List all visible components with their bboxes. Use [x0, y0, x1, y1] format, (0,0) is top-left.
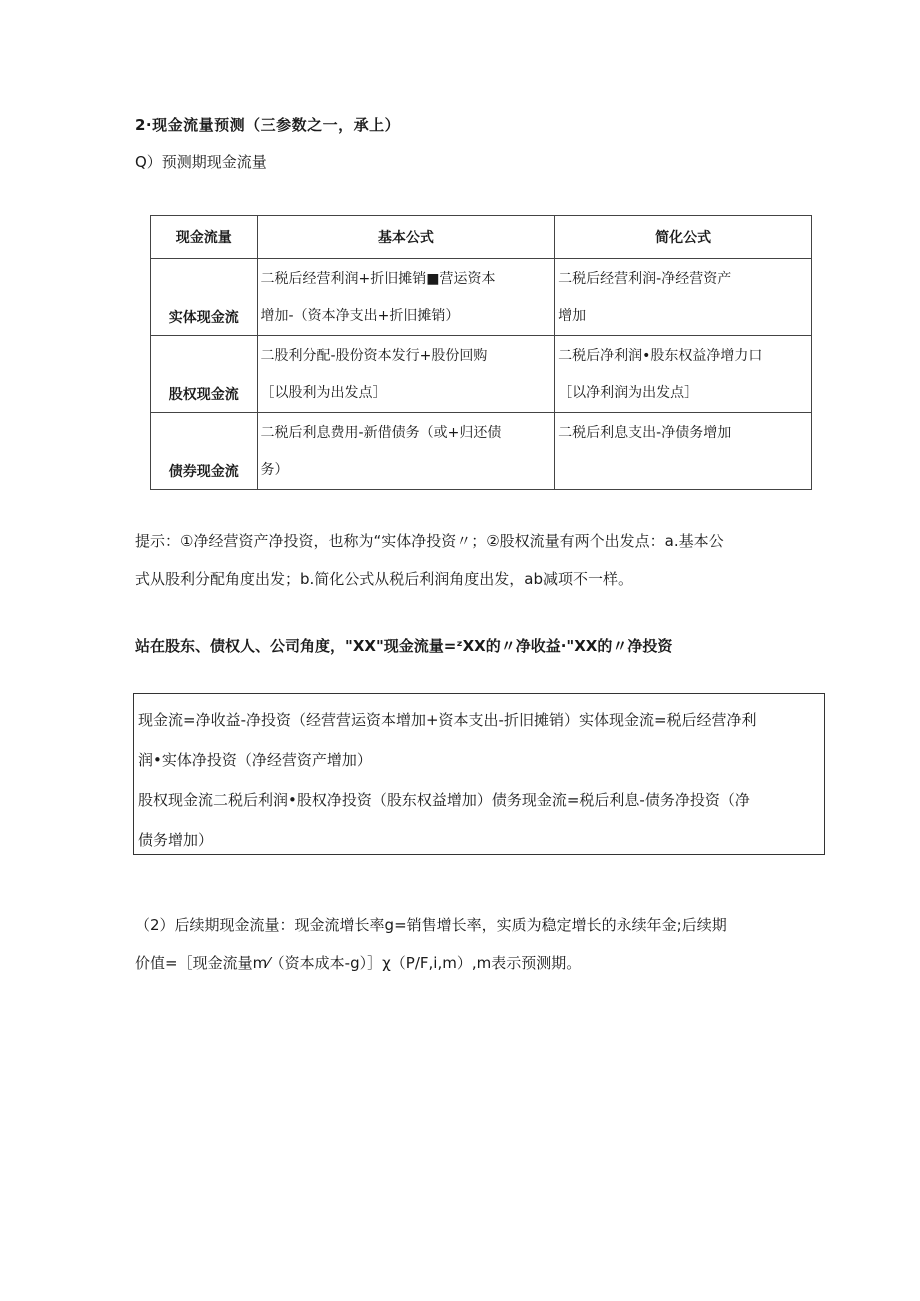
terminal-line: （2）后续期现金流量：现金流增长率g=销售增长率，实质为稳定增长的永续年金;后续期 — [135, 916, 727, 934]
table-row — [151, 259, 812, 336]
terminal-value-paragraph — [135, 906, 825, 982]
cash-flow-table — [150, 215, 812, 490]
row-label: 债券现金流 — [151, 413, 258, 490]
table-header-row — [151, 216, 812, 259]
row-label: 实体现金流 — [151, 259, 258, 336]
simple-formula-cell — [555, 259, 812, 336]
section-heading: 2·现金流量预测（三参数之一，承上） — [135, 116, 401, 134]
cell-text: 二税后净利润•股东权益净增力口 — [558, 348, 763, 364]
column-header: 基本公式 — [257, 216, 555, 259]
table-row — [151, 336, 812, 413]
basic-formula-cell — [257, 336, 555, 413]
box-line: 债务增加） — [138, 831, 214, 849]
tip-line: 式从股利分配角度出发；b.简化公式从税后利润角度出发，ab减项不一样。 — [135, 570, 634, 588]
cell-text: 二税后经营利润+折旧摊销■营运资本 — [260, 271, 496, 287]
cell-text: 二税后利息费用-新借债务（或+归还债 — [260, 425, 502, 441]
cell-text: 二股利分配-股份资本发行+股份回购 — [260, 348, 488, 364]
simple-formula-cell — [555, 413, 812, 490]
formula-box — [133, 693, 825, 855]
tip-paragraph — [135, 522, 825, 598]
box-line: 润•实体净投资（净经营资产增加） — [138, 751, 372, 769]
tip-line: 提示：①净经营资产净投资，也称为“实体净投资〃；②股权流量有两个出发点：a.基本公 — [135, 532, 724, 550]
table-row — [151, 413, 812, 490]
terminal-line: 价值=［现金流量m⁄（资本成本-g）］χ（P/F,i,m）,m表示预测期。 — [135, 954, 582, 972]
cell-text: 务） — [260, 462, 289, 478]
row-label: 股权现金流 — [151, 336, 258, 413]
cell-text: ［以净利润为出发点］ — [558, 385, 699, 401]
box-line: 现金流=净收益-净投资（经营营运资本增加+资本支出-折旧摊销）实体现金流=税后经营净利 — [138, 711, 757, 729]
subsection-heading: Q）预测期现金流量 — [135, 153, 267, 171]
cell-text: 二税后利息支出-净债务增加 — [558, 425, 732, 441]
box-line: 股权现金流二税后利润•股权净投资（股东权益增加）债务现金流=税后利息-债务净投资（净 — [138, 791, 750, 809]
cell-text: ［以股利为出发点］ — [260, 385, 387, 401]
cell-text: 增加-（资本净支出+折旧摊销） — [260, 308, 460, 324]
cell-text: 二税后经营利润-净经营资产 — [558, 271, 732, 287]
basic-formula-cell — [257, 259, 555, 336]
simple-formula-cell — [555, 336, 812, 413]
column-header: 现金流量 — [151, 216, 258, 259]
column-header: 简化公式 — [555, 216, 812, 259]
basic-formula-cell — [257, 413, 555, 490]
stakeholder-formula: 站在股东、债权人、公司角度，"XX"现金流量=ᶻXX的〃净收益·"XX的〃净投资 — [135, 637, 673, 655]
cell-text: 增加 — [558, 308, 587, 324]
